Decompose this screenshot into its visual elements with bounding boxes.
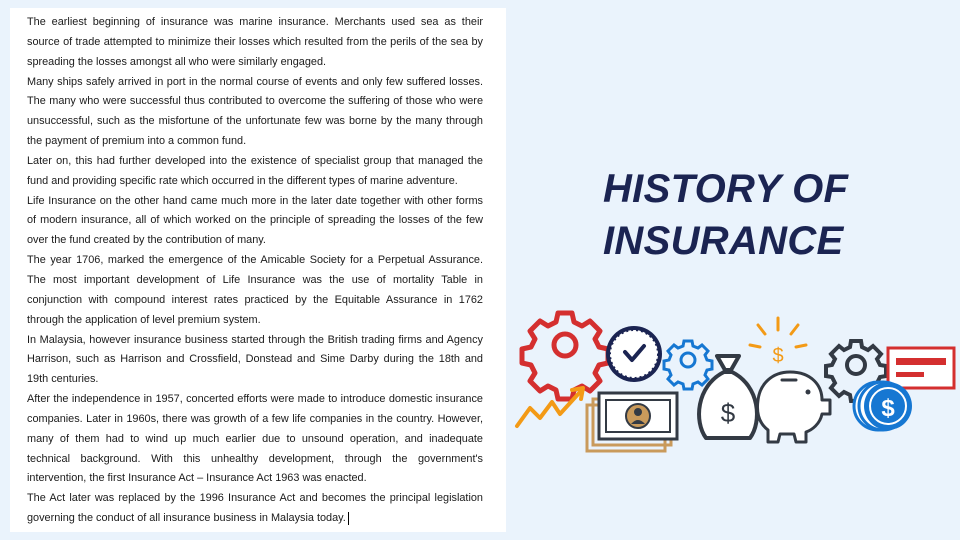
piggy-bank-icon: [757, 372, 830, 442]
credit-card-icon: [888, 348, 954, 388]
coin-stack-icon: [854, 382, 912, 430]
title-line-1: HISTORY OF: [603, 167, 849, 211]
paragraph: In Malaysia, however insurance business started through the British trading firms and Agency Harrison, such as Harrison and Crossfield, Donstead and Sime Darby during the 18th and 19th centuries.: [27, 333, 483, 386]
svg-text:$: $: [881, 395, 895, 422]
paragraph: Later on, this had further developed into the existence of specialist group that managed the fund and providing specific rate which occurred in the different types of marine adventure.: [27, 154, 483, 187]
paragraph: [27, 489, 483, 529]
text-cursor: [348, 512, 349, 525]
coin-icon: [750, 318, 806, 367]
insurance-icons: [508, 300, 960, 540]
paragraph: The earliest beginning of insurance was marine insurance. Merchants used sea as their source of trade attempted to minimize their losses which resulted from the perils of the sea by spreading the losses amongst all who were similarly engaged.: [27, 16, 483, 68]
banknote-icon: [587, 393, 677, 451]
gear-icon: [664, 341, 712, 389]
money-bag-icon: [699, 356, 757, 438]
paragraph: Life Insurance on the other hand came much more in the later date together with other forms of modern insurance, all of which worked on the principle of spreading the losses of the few over the fund created by the contribution of many.: [27, 194, 483, 247]
slide-title: [603, 163, 933, 267]
paragraph: After the independence in 1957, concerted efforts were made to introduce domestic insurance companies. Later in 1960s, there was growth of a few life companies in the country. However, many of them had to wind up much earlier due to unsound operation, and inadequate technical background. With this unhealthy development, through the government's intervention, the first Insurance Act – Insurance Act 1963 was enacted.: [27, 393, 483, 485]
svg-text:$: $: [772, 345, 784, 367]
document-page: [10, 8, 506, 532]
paragraph: The year 1706, marked the emergence of the Amicable Society for a Perpetual Assurance. The most important development of Life Insurance was the use of mortality Table in conjunction with compound interest rates practiced by the Equitable Assurance in 1762 through the application of level premium system.: [27, 254, 483, 326]
gear-icon: [522, 313, 608, 399]
clock-icon: [606, 326, 662, 382]
paragraph-text: The Act later was replaced by the 1996 Insurance Act and becomes the principal legislation governing the conduct of all insurance business in Malaysia today.: [27, 492, 483, 525]
paragraph: Many ships safely arrived in port in the normal course of events and only few suffered losses. The many who were successful thus contributed to overcome the suffering of those who were unsuccessful, such as the misfortune of the unfortunate few was borne by the many through the payment of premium into a common fund.: [27, 75, 483, 148]
svg-text:$: $: [720, 398, 736, 428]
document-body: [27, 13, 483, 529]
title-line-2: INSURANCE: [603, 219, 844, 263]
